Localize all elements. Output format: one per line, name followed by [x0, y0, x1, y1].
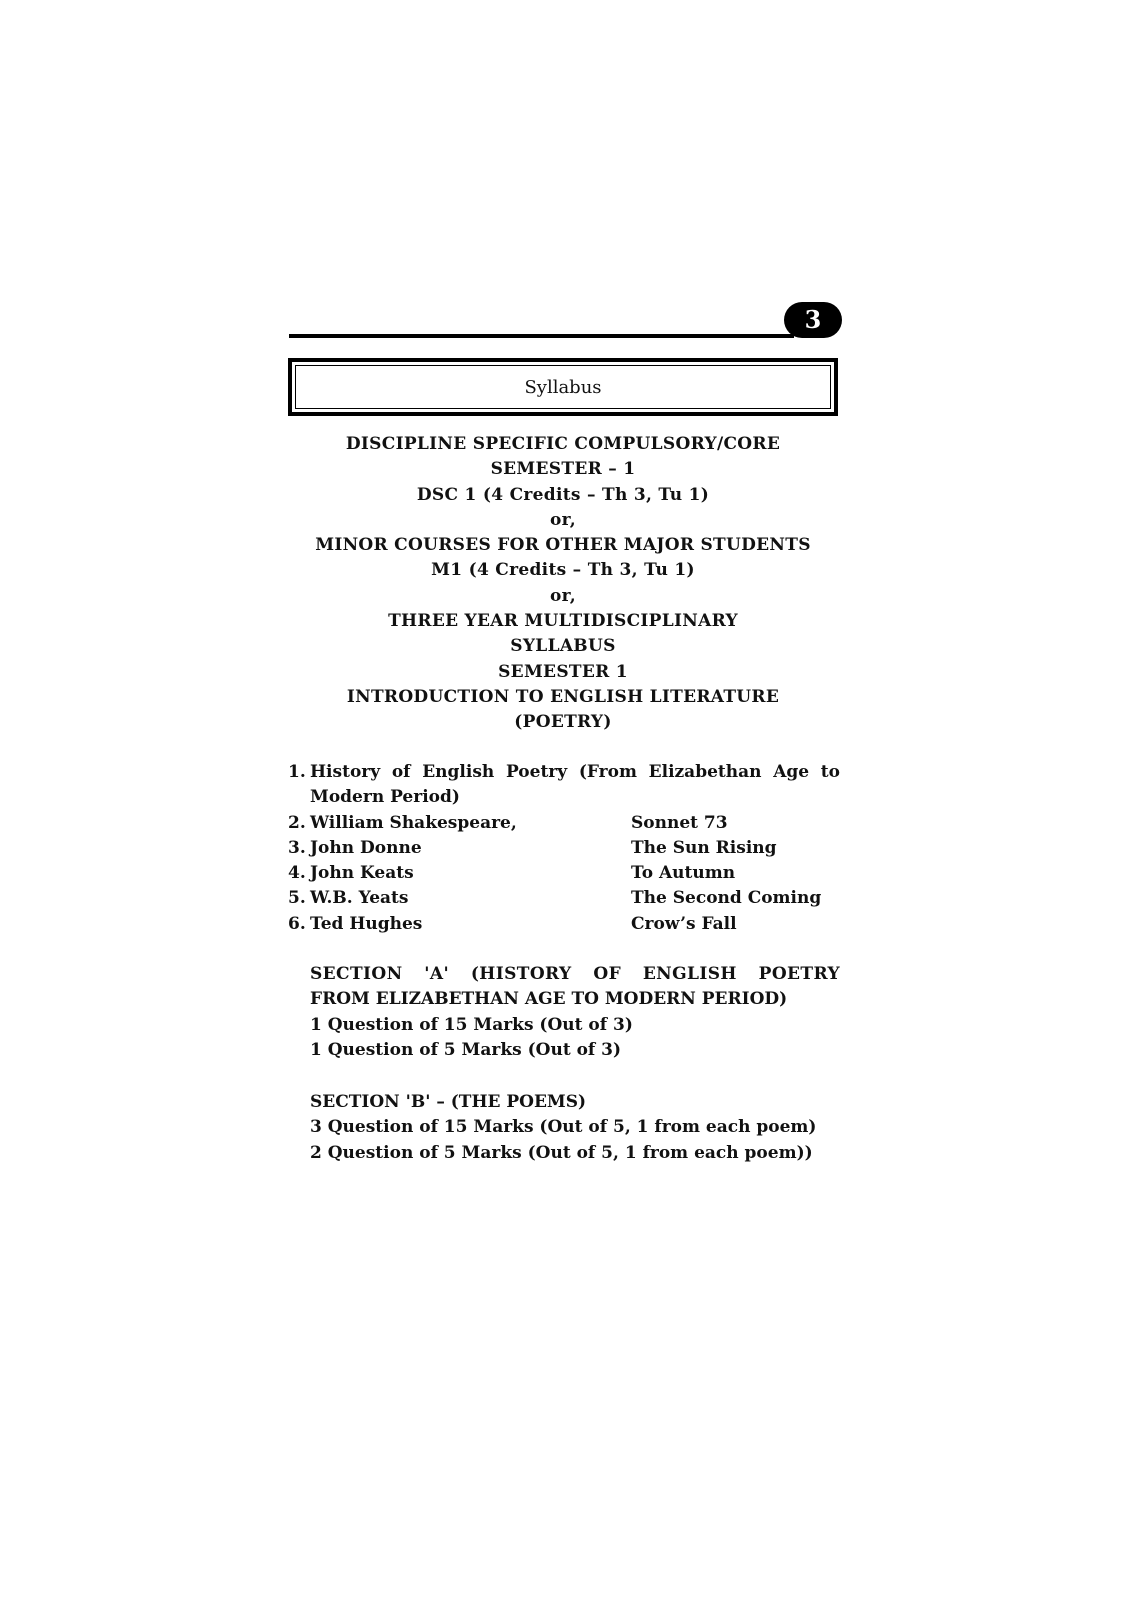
heading-line: INTRODUCTION TO ENGLISH LITERATURE: [346, 686, 780, 707]
heading-line: DISCIPLINE SPECIFIC COMPULSORY/CORE: [345, 434, 781, 454]
poet-name: Ted Hughes: [310, 913, 423, 934]
marks-line: 1 Question of 5 Marks (Out of 3): [310, 1039, 622, 1060]
poem-title: Sonnet 73: [631, 812, 728, 833]
item-number: 1.: [288, 762, 306, 782]
item-number: 4.: [288, 863, 306, 884]
poem-row: [288, 912, 840, 937]
heading-line: or,: [550, 509, 576, 530]
marks-line: 1 Question of 15 Marks (Out of 3): [310, 1014, 633, 1035]
heading-line: (POETRY): [514, 712, 612, 733]
item-number: 3.: [288, 837, 306, 858]
header-rule: [289, 334, 794, 338]
item-number: 6.: [288, 913, 306, 934]
section-a-heading-cont: FROM ELIZABETHAN AGE TO MODERN PERIOD): [310, 989, 788, 1010]
section-b-heading: SECTION 'B' – (THE POEMS): [310, 1092, 587, 1112]
poem-title: To Autumn: [631, 863, 736, 884]
poet-name: John Keats: [310, 863, 414, 884]
heading-line: M1 (4 Credits – Th 3, Tu 1): [431, 560, 695, 581]
heading-line: SEMESTER – 1: [490, 459, 636, 480]
item-text-continued: Modern Period): [310, 787, 460, 808]
poet-name: John Donne: [310, 837, 422, 858]
list-item: [288, 760, 840, 785]
marks-line: 3 Question of 15 Marks (Out of 5, 1 from each poem): [310, 1117, 817, 1138]
title-box: [288, 358, 838, 416]
heading-line: MINOR COURSES FOR OTHER MAJOR STUDENTS: [315, 535, 811, 556]
poem-title: The Sun Rising: [631, 837, 777, 858]
marks-line: 2 Question of 5 Marks (Out of 5, 1 from each poem)): [310, 1142, 813, 1163]
section-a: [310, 962, 840, 1063]
heading-line: DSC 1 (4 Credits – Th 3, Tu 1): [416, 484, 710, 505]
item-number: 2.: [288, 812, 306, 833]
heading-line: or,: [550, 585, 576, 606]
page-number: 3: [784, 302, 842, 338]
poet-name: William Shakespeare,: [310, 812, 517, 833]
heading-line: THREE YEAR MULTIDISCIPLINARY: [388, 611, 738, 632]
poem-row: [288, 836, 840, 861]
poet-name: W.B. Yeats: [310, 888, 409, 909]
item-text: History of English Poetry (From Elizabethan Age to: [310, 762, 840, 782]
page-title: Syllabus: [295, 365, 831, 409]
poem-row: [288, 861, 840, 886]
poem-row: [288, 811, 840, 836]
item-number: 5.: [288, 888, 306, 909]
section-a-heading: SECTION 'A' (HISTORY OF ENGLISH POETRY: [310, 964, 840, 984]
heading-line: SYLLABUS: [510, 636, 616, 657]
syllabus-list: [288, 760, 840, 937]
poem-row: [288, 886, 840, 911]
section-b: [310, 1090, 840, 1166]
poem-title: The Second Coming: [631, 888, 822, 909]
heading-line: SEMESTER 1: [498, 661, 628, 682]
poem-title: Crow’s Fall: [631, 913, 737, 934]
course-heading: [288, 432, 838, 736]
